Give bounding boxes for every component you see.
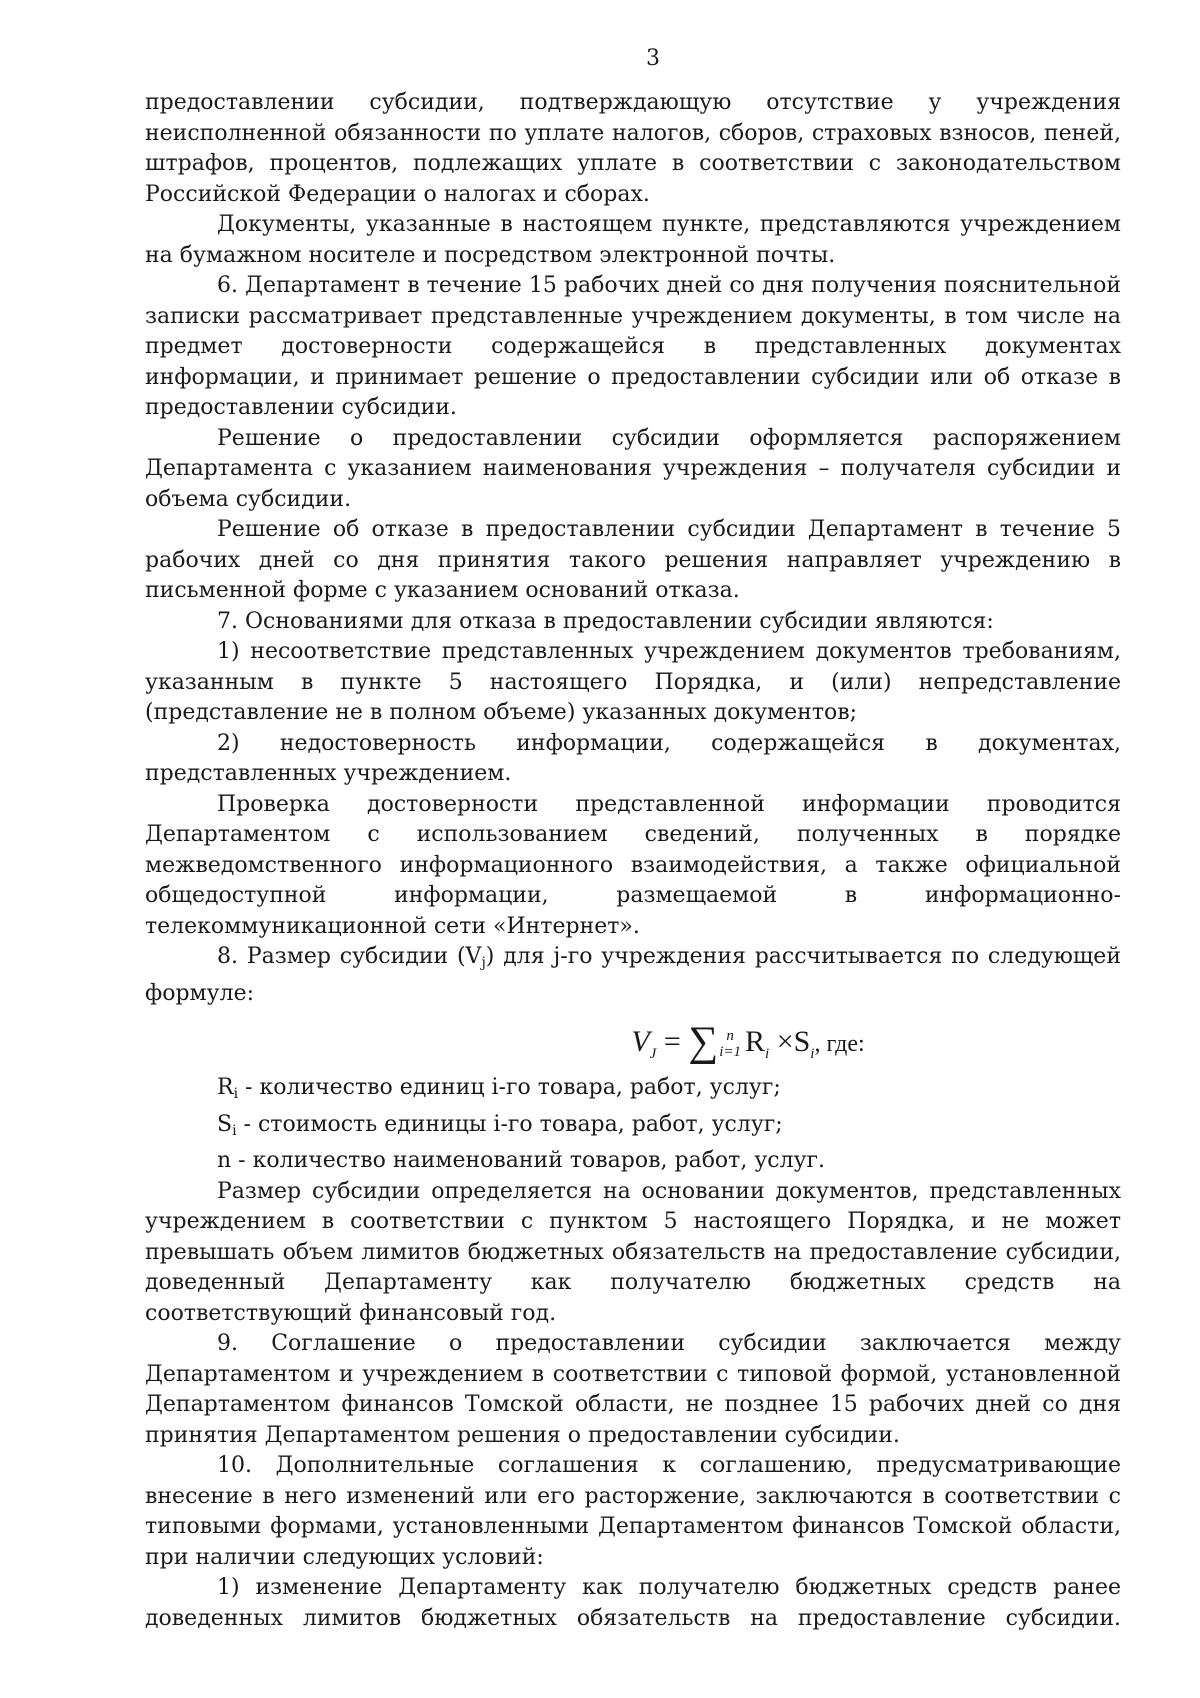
paragraph-subsidy-size: Размер субсидии определяется на основании документов, представленных учреждением в соответствии с пунктом 5 настоящего Порядка, и не может превышать объем лимитов бюджетных обязательств на предоставление субсидии, доведенный Департаменту как получателю бюджетных средств на соответствующий финансовый год. [145,1178,1121,1326]
paragraph-verification: Проверка достоверности представленной информации проводится Департаментом с использованием сведений, полученных в порядке межведомственного информационного взаимодействия, а также официальной общедоступной информации, размещаемой в информационно-телекоммуникационной сети «Интернет». [145,791,1121,939]
formula-tail: , где: [814,1031,865,1057]
definition-s-text: - стоимость единицы i-го товара, работ, услуг; [236,1111,783,1137]
paragraph-documents-format: Документы, указанные в настоящем пункте, представляются учреждением на бумажном носителе и посредством электронной почты. [145,212,1121,268]
paragraph-item-6: 6. Департамент в течение 15 рабочих дней со дня получения пояснительной записки рассматривает представленные учреждением документы, в том числе на предмет достоверности содержащейся в представленных документах информации, и принимает решение о предоставлении субсидии или об отказе в предоставлении субсидии. [145,273,1121,420]
definition-r-symbol: R [217,1075,234,1100]
formula-times: × [776,1025,794,1058]
formula-sigma: ∑ [688,1019,719,1065]
item8-after: ) для j-го учреждения рассчитывается по следующей формуле: [145,944,1121,1006]
paragraph-item-7-1: 1) несоответствие представленных учреждением документов требованиям, указанным в пункте 5 настоящего Порядка, и (или) непредставление (представление не в полном объеме) указанных документов; [145,639,1121,725]
formula-lhs-sub: J [649,1046,657,1062]
paragraph-item-9: 9. Соглашение о предоставлении субсидии заключается между Департаментом и учреждением в соответствии с типовой формой, установленной Департаментом финансов Томской области, не позднее 15 рабочих дней со дня принятия Департаментом решения о предоставлении субсидии. [145,1331,1121,1448]
formula-upper: n [726,1028,734,1045]
subsidy-formula [145,1013,1121,1071]
definition-r [145,1073,1121,1110]
definition-s-symbol: S [217,1111,233,1137]
paragraph-item-10-1: 1) изменение Департаменту как получателю бюджетных средств ранее доведенных лимитов бюджетных обязательств на предоставление субсидии. [145,1575,1121,1631]
document-body [145,88,1121,1634]
formula-s: S [793,1025,811,1058]
formula-limits [719,1028,741,1060]
paragraph-continuation: предоставлении субсидии, подтверждающую отсутствие у учреждения неисполненной обязанности по уплате налогов, сборов, страховых взносов, пеней, штрафов, процентов, подлежащих уплате в соответствии с законодательством Российской Федерации о налогах и сборах. [145,90,1121,207]
paragraph-item-10: 10. Дополнительные соглашения к соглашению, предусматривающие внесение в него изменений или его расторжение, заключаются в соответствии с типовыми формами, установленными Департаментом финансов Томской области, при наличии следующих условий: [145,1453,1121,1570]
formula-s-sub: i [810,1046,815,1062]
formula-r-sub: i [765,1046,770,1062]
definition-r-sub: i [233,1086,239,1102]
definition-n-text: - количество наименований товаров, работ, услуг. [231,1148,826,1173]
definition-n [145,1146,1121,1177]
formula-r: R [745,1025,766,1058]
paragraph-item-7-2: 2) недостоверность информации, содержащейся в документах, представленных учреждением. [145,730,1121,786]
paragraph-item-8 [145,942,1121,1009]
formula-lower: i=1 [719,1044,741,1061]
document-page [145,0,1121,1634]
paragraph-decision-grant: Решение о предоставлении субсидии оформляется распоряжением Департамента с указанием наименования учреждения – получателя субсидии и объема субсидии. [145,425,1121,512]
definition-n-symbol: n [217,1148,232,1173]
definition-s-sub: i [232,1122,237,1139]
definition-r-text: - количество единиц i-го товара, работ, услуг; [238,1075,781,1100]
page-number: 3 [646,46,660,71]
item8-before: 8. Размер субсидии (V [217,944,482,969]
formula-lhs: V [631,1025,650,1058]
definition-s [145,1110,1121,1147]
item8-subscript: j [481,955,486,971]
formula-equals: = [663,1025,681,1058]
paragraph-decision-refusal: Решение об отказе в предоставлении субсидии Департамент в течение 5 рабочих дней со дня принятия такого решения направляет учреждению в письменной форме с указанием оснований отказа. [145,517,1121,603]
paragraph-item-7: 7. Основаниями для отказа в предоставлении субсидии являются: [217,608,994,634]
